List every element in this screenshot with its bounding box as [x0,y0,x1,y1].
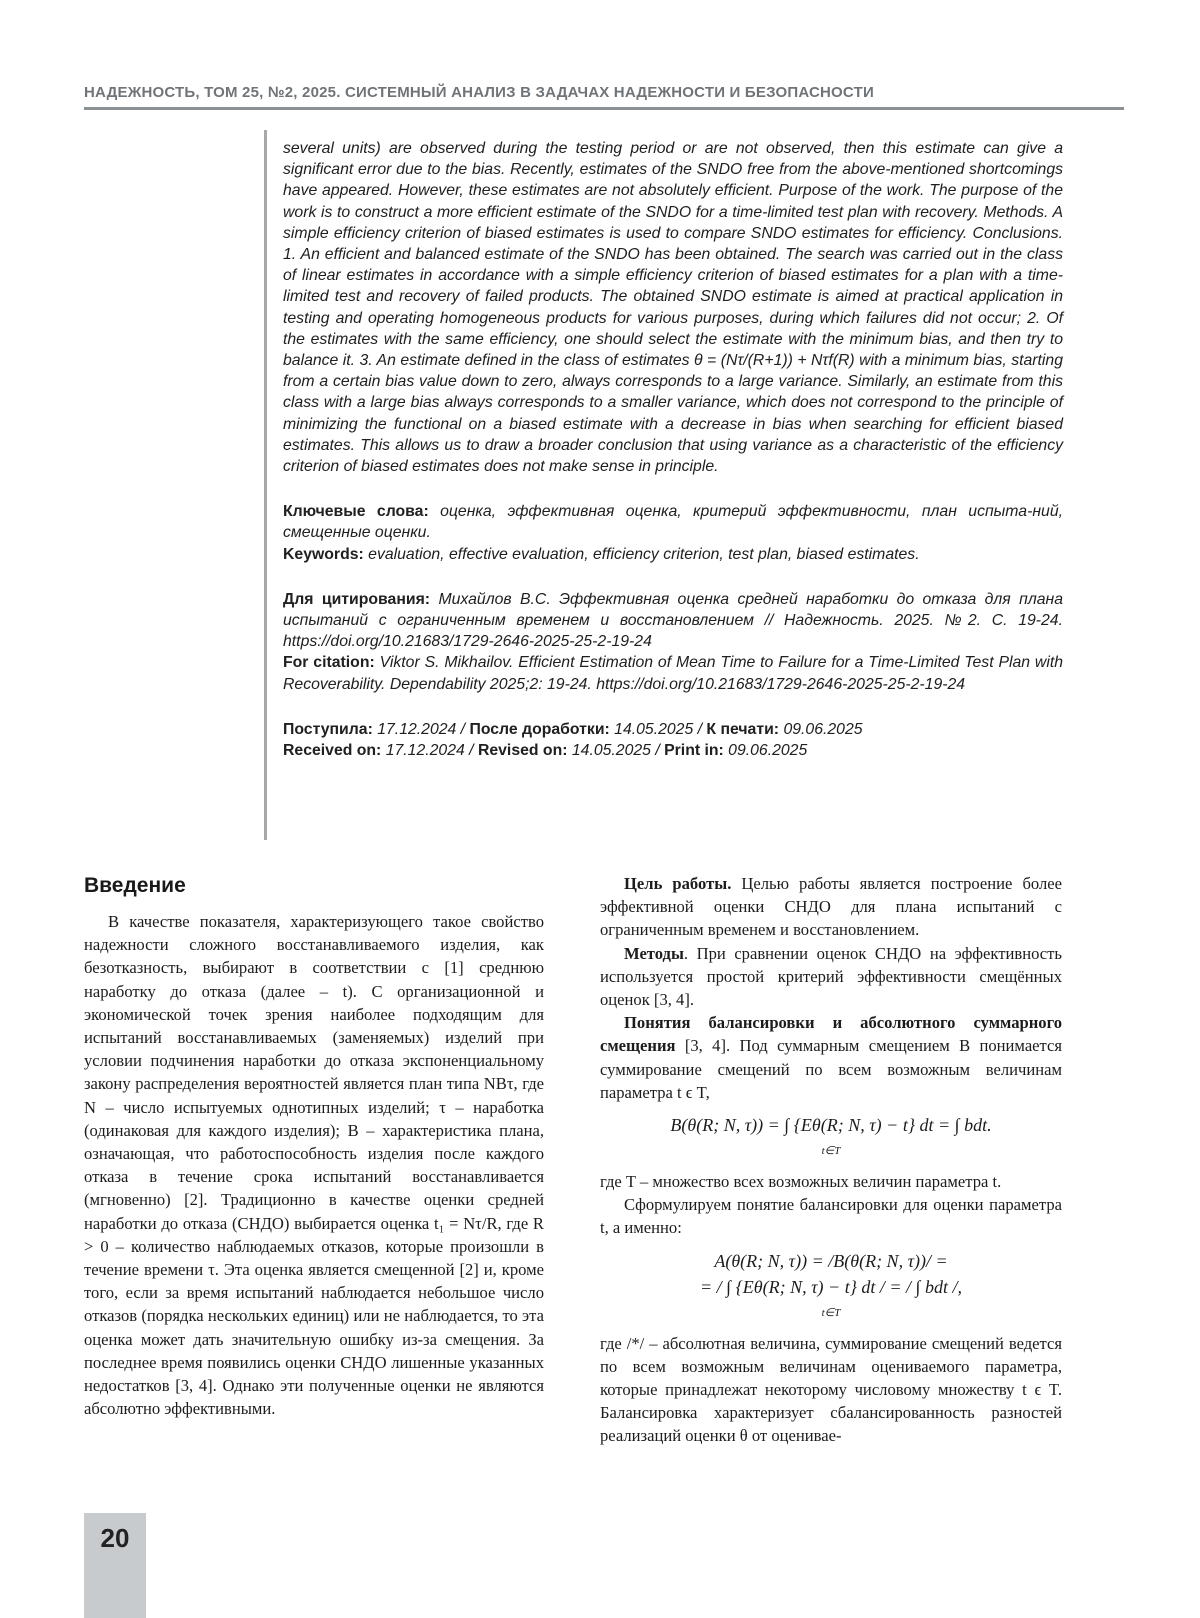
citation-ru [283,589,1063,653]
concepts-label: Понятия балансировки и абсолютного суммарного смещения [600,1013,1062,1056]
keywords-ru-label: Ключевые слова: [283,503,429,521]
where-t-paragraph: где T – множество всех возможных величин параметра t. [600,1172,1002,1192]
received-label-en: Received on: [283,742,382,760]
abstract-text: several units) are observed during the testing period or are not observed, then this estimate can give a significant error due to the bias. Recently, estimates of the SNDO free from the above-mentioned shortcomings have appeared. However, these estimates are not absolutely efficient. Purpose of the work. The purpose of the work is to construct a more efficient estimate of the SNDO for a time-limited test plan with recovery. Methods. A simple efficiency criterion of biased estimates is used to compare SNDO estimates for efficiency. Conclusions. 1. An efficient and balanced estimate of the SNDO has been obtained. The search was carried out in the class of linear estimates in accordance with a simple efficiency criterion of biased estimates for a plan with a time-limited test and recovery of failed products. The obtained SNDO estimate is aimed at practical application in testing and operating homogeneous products for various purposes, during which failures did not occur; 2. Of the estimates with the same efficiency, one should select the estimate with the minimum bias, and then try to balance it. 3. An estimate defined in the class of estimates θ = (Nτ/(R+1)) + Nτf(R) with a minimum bias, starting from a certain bias value down to zero, always corresponds to a large variance. Similarly, an estimate from this class with a large bias always corresponds to a smaller variance, which does not correspond to the principle of minimizing the functional on a biased estimate with a decrease in bias when searching for efficient biased estimates. This allows us to draw a broader conclusion that using variance as a characteristic of the efficiency criterion of biased estimates does not make sense in principle. [283,140,1063,476]
methods-paragraph [600,942,1062,1012]
citation-en-label: For citation: [283,654,375,672]
intro-paragraph: В качестве показателя, характеризующего такое свойство надежности сложного восстанавливаемого изделия, как безотказность, выбирают в соответствии с [1] среднюю наработку до отказа (далее – t). С организационной и экономической точек зрения наиболее подходящим для испытаний восстанавливаемых (заменяемых) изделий при условии подчинения наработки до отказа экспоненциальному закону распределения вероятностей является план типа NBτ, где N – число испытуемых однотипных изделий; τ – наработка (одинаковая для каждого изделия); B – характеристика плана, означающая, что работоспособность изделия после каждого отказа в течение срока испытаний восстанавливается (мгновенно) [2]. Традиционно в качестве оценки средней наработки до отказа (СНДО) выбирается оценка t₁ = Nτ/R, где R > 0 – количество наблюдаемых отказов, которые произошли в течение времени τ. Эта оценка является смещенной [2] и, кроме того, если за время испытаний наблюдается небольшое число отказов (порядка нескольких единиц) или не наблюдается, то эта оценка может дать значительную ошибку из-за смещения. За последнее время появились оценки СНДО лишенные указанных недостатков [3, 4]. Однако эти полученные оценки не являются абсолютно эффективными. [84,912,544,1419]
dates-ru [283,719,1063,740]
methods-label: Методы [624,943,684,963]
concepts-text: [3, 4]. Под суммарным смещением B понимается суммирование смещений по всем возможным величинам параметра t ϵ T, [600,1036,1062,1102]
keywords-en-label: Keywords: [283,545,364,563]
keywords-ru-text: оценка, эффективная оценка, критерий эффективности, план испыта-ний, смещенные оценки. [283,503,1063,542]
goal-label: Цель работы. [624,874,732,893]
print-label-ru: К печати: [706,720,780,738]
goal-text: Целью работы является построение более эффективной оценки СНДО для плана испытаний с ограниченным временем и восстановлением. [600,874,1062,940]
goal-paragraph [600,872,1062,942]
print-date-ru: 09.06.2025 [779,720,863,738]
formula-balance-line2: = / ∫ {Eθ(R; N, τ) − t} dt / = / ∫ bdt /, [700,1276,962,1297]
right-column [600,872,1062,1448]
revised-date-ru: 14.05.2025 / [609,720,707,738]
revised-date-en: 14.05.2025 / [567,742,665,760]
revised-label-ru: После доработки: [469,720,610,738]
formula-balance-limit: t∈T [821,1306,841,1319]
citation-en [283,652,1063,694]
keywords-en [283,544,1063,565]
received-date-en: 17.12.2024 / [381,742,478,760]
citation-ru-text: Михайлов В.С. Эффективная оценка средней наработки до отказа для плана испытаний с ограниченным временем и восстановлением // Надежность. 2025. №2. С. 19-24. https://doi.org/10.21683/1729-2646-2025-25-2-19-24 [283,590,1063,651]
keywords-ru [283,501,1063,543]
formula-integral-limit: t∈T [821,1145,841,1158]
header-divider [84,107,1124,110]
dates-en [283,740,1063,761]
received-label-ru: Поступила: [283,720,373,738]
formula-balance [600,1248,1062,1326]
citation-ru-label: Для цитирования: [283,590,431,608]
print-date-en: 09.06.2025 [723,742,808,760]
page-number: 20 [100,1523,130,1553]
where-abs-paragraph: где /*/ – абсолютная величина, суммирование смещений ведется по всем возможным величинам оцениваемого параметра, которые принадлежат некоторому числовому множеству t ϵ T. Балансировка характеризует сбалансированность разностей реализаций оценки θ от оценивае- [600,1333,1062,1446]
print-label-en: Print in: [664,742,724,760]
citation-en-text: Viktor S. Mikhailov. Efficient Estimation of Mean Time to Failure for a Time-Limited Test Plan with Recoverability. Dependability 2025;2: 19-24. https://doi.org/10.21683/1729-2646-2025-25-2-19-24 [283,654,1064,693]
received-date-ru: 17.12.2024 / [372,720,470,738]
abstract-content [283,138,1063,761]
section-title-introduction: Введение [84,874,186,897]
methods-text: . При сравнении оценок СНДО на эффективность используется простой критерий эффективности смещённых оценок [3, 4]. [600,943,1062,1010]
revised-label-en: Revised on: [477,742,568,760]
left-column [84,910,544,1420]
running-header: НАДЕЖНОСТЬ, ТОМ 25, №2, 2025. СИСТЕМНЫЙ АНАЛИЗ В ЗАДАЧАХ НАДЕЖНОСТИ И БЕЗОПАСНОСТИ [84,84,874,101]
formula-total-bias [600,1112,1062,1164]
formula-balance-line1: A(θ(R; N, τ)) = /B(θ(R; N, τ))/ = [714,1250,948,1271]
abstract-block [264,130,1064,840]
concepts-paragraph [600,1011,1062,1104]
keywords-en-text: evaluation, effective evaluation, efficiency criterion, test plan, biased estimates. [363,545,920,563]
balance-intro-paragraph: Сформулируем понятие балансировки для оценки параметра t, а именно: [600,1195,1062,1238]
formula-total-bias-expr: B(θ(R; N, τ)) = ∫ {Eθ(R; N, τ) − t} dt = ∫ bdt. [670,1115,992,1136]
